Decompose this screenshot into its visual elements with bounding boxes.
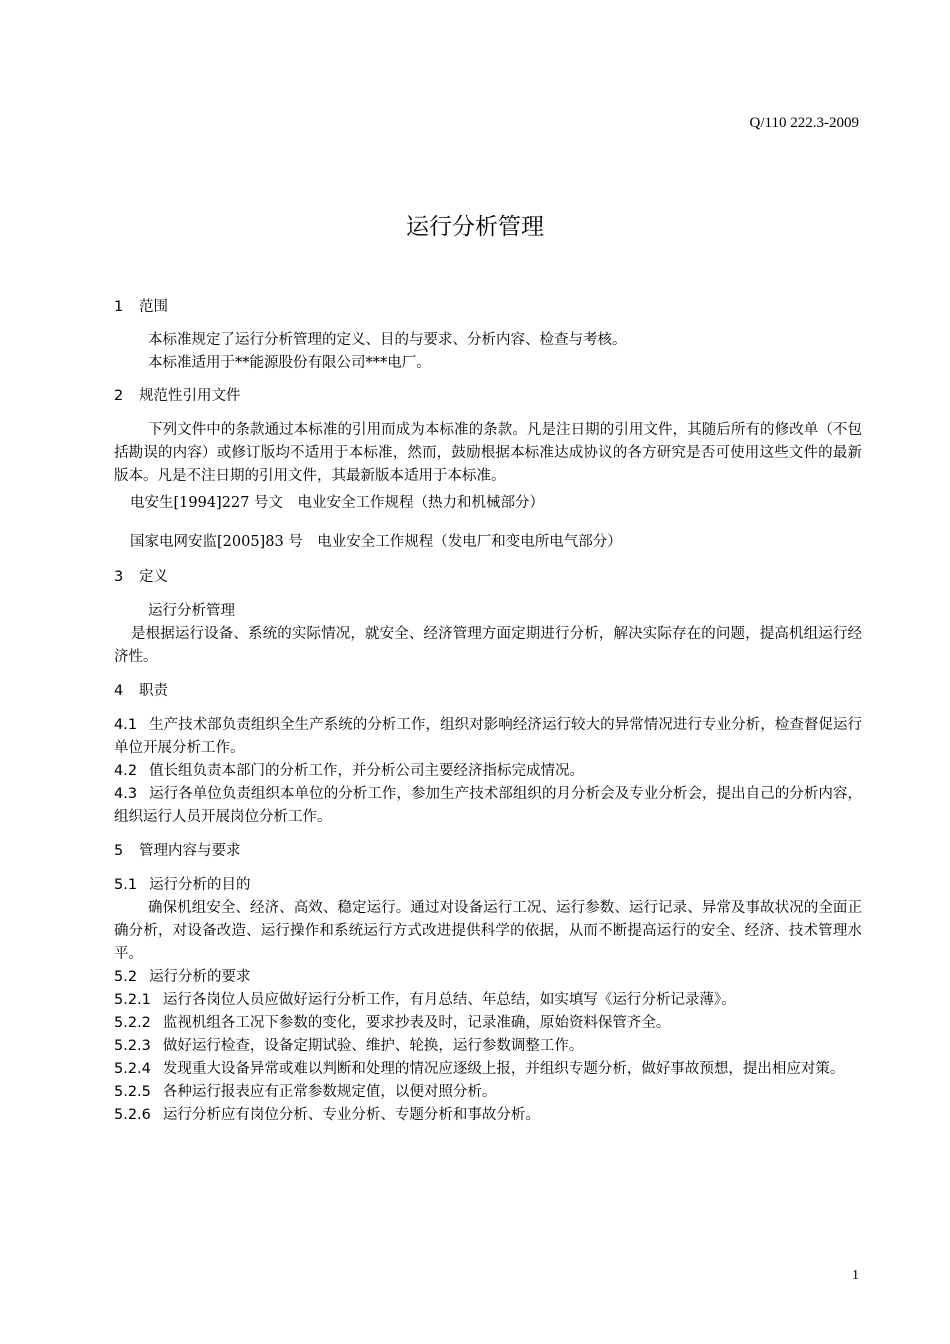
- clause-5-2-1: 5.2.1 运行各岗位人员应做好运行分析工作，有月总结、年总结，如实填写《运行分析记录薄》。: [114, 992, 736, 1008]
- definition-term: 运行分析管理: [148, 603, 235, 619]
- clause-5-1-para: 确保机组安全、经济、高效、稳定运行。通过对设备运行工况、运行参数、运行记录、异常及事故状况的全面正确分析，对设备改造、运行操作和系统运行方式改进提供科学的依据，从而不断提高运行的安全、经济、技术管理水平。: [114, 900, 862, 962]
- reference-2: 国家电网安监[2005]83 号 电业安全工作规程（发电厂和变电所电气部分）: [130, 534, 622, 550]
- clause-5-2-2: 5.2.2 监视机组各工况下参数的变化，要求抄表及时，记录准确，原始资料保管齐全。: [114, 1015, 671, 1031]
- clause-4-2: 4.2 值长组负责本部门的分析工作，并分析公司主要经济指标完成情况。: [114, 763, 585, 779]
- definition-text: 是根据运行设备、系统的实际情况，就安全、经济管理方面定期进行分析，解决实际存在的问题，提高机组运行经济性。: [114, 626, 862, 665]
- clause-5-2-heading: 5.2 运行分析的要求: [114, 969, 251, 985]
- clause-5-2-5: 5.2.5 各种运行报表应有正常参数规定值，以便对照分析。: [114, 1084, 497, 1100]
- reference-1: 电安生[1994]227 号文 电业安全工作规程（热力和机械部分）: [130, 495, 544, 511]
- doc-title: 运行分析管理: [406, 214, 544, 240]
- section-3-heading: 3 定义: [114, 569, 168, 585]
- section-1-para-1: 本标准规定了运行分析管理的定义、目的与要求、分析内容、检查与考核。: [148, 332, 627, 348]
- section-4-heading: 4 职责: [114, 683, 168, 699]
- doc-body: [114, 296, 862, 1127]
- page-number: 1: [852, 1268, 859, 1283]
- section-5-heading: 5 管理内容与要求: [114, 843, 241, 859]
- clause-5-1-heading: 5.1 运行分析的目的: [114, 877, 251, 893]
- section-1-heading: 1 范围: [114, 299, 168, 315]
- clause-4-1: 4.1 生产技术部负责组织全生产系统的分析工作，组织对影响经济运行较大的异常情况进行专业分析，检查督促运行单位开展分析工作。: [114, 717, 862, 756]
- clause-5-2-6: 5.2.6 运行分析应有岗位分析、专业分析、专题分析和事故分析。: [114, 1107, 540, 1123]
- clause-5-2-3: 5.2.3 做好运行检查，设备定期试验、维护、轮换，运行参数调整工作。: [114, 1038, 584, 1054]
- section-2-heading: 2 规范性引用文件: [114, 388, 241, 404]
- section-2-para-1: 下列文件中的条款通过本标准的引用而成为本标准的条款。凡是注日期的引用文件，其随后所有的修改单（不包括勘误的内容）或修订版均不适用于本标准，然而，鼓励根据本标准达成协议的各方研究是否可使用这些文件的最新版本。凡是不注日期的引用文件，其最新版本适用于本标准。: [114, 422, 862, 484]
- doc-code: Q/110 222.3-2009: [749, 115, 859, 131]
- section-1-para-2: 本标准适用于**能源股份有限公司***电厂。: [148, 355, 431, 371]
- clause-4-3: 4.3 运行各单位负责组织本单位的分析工作，参加生产技术部组织的月分析会及专业分析会，提出自己的分析内容，组织运行人员开展岗位分析工作。: [114, 786, 862, 825]
- clause-5-2-4: 5.2.4 发现重大设备异常或难以判断和处理的情况应逐级上报，并组织专题分析，做好事故预想，提出相应对策。: [114, 1061, 845, 1077]
